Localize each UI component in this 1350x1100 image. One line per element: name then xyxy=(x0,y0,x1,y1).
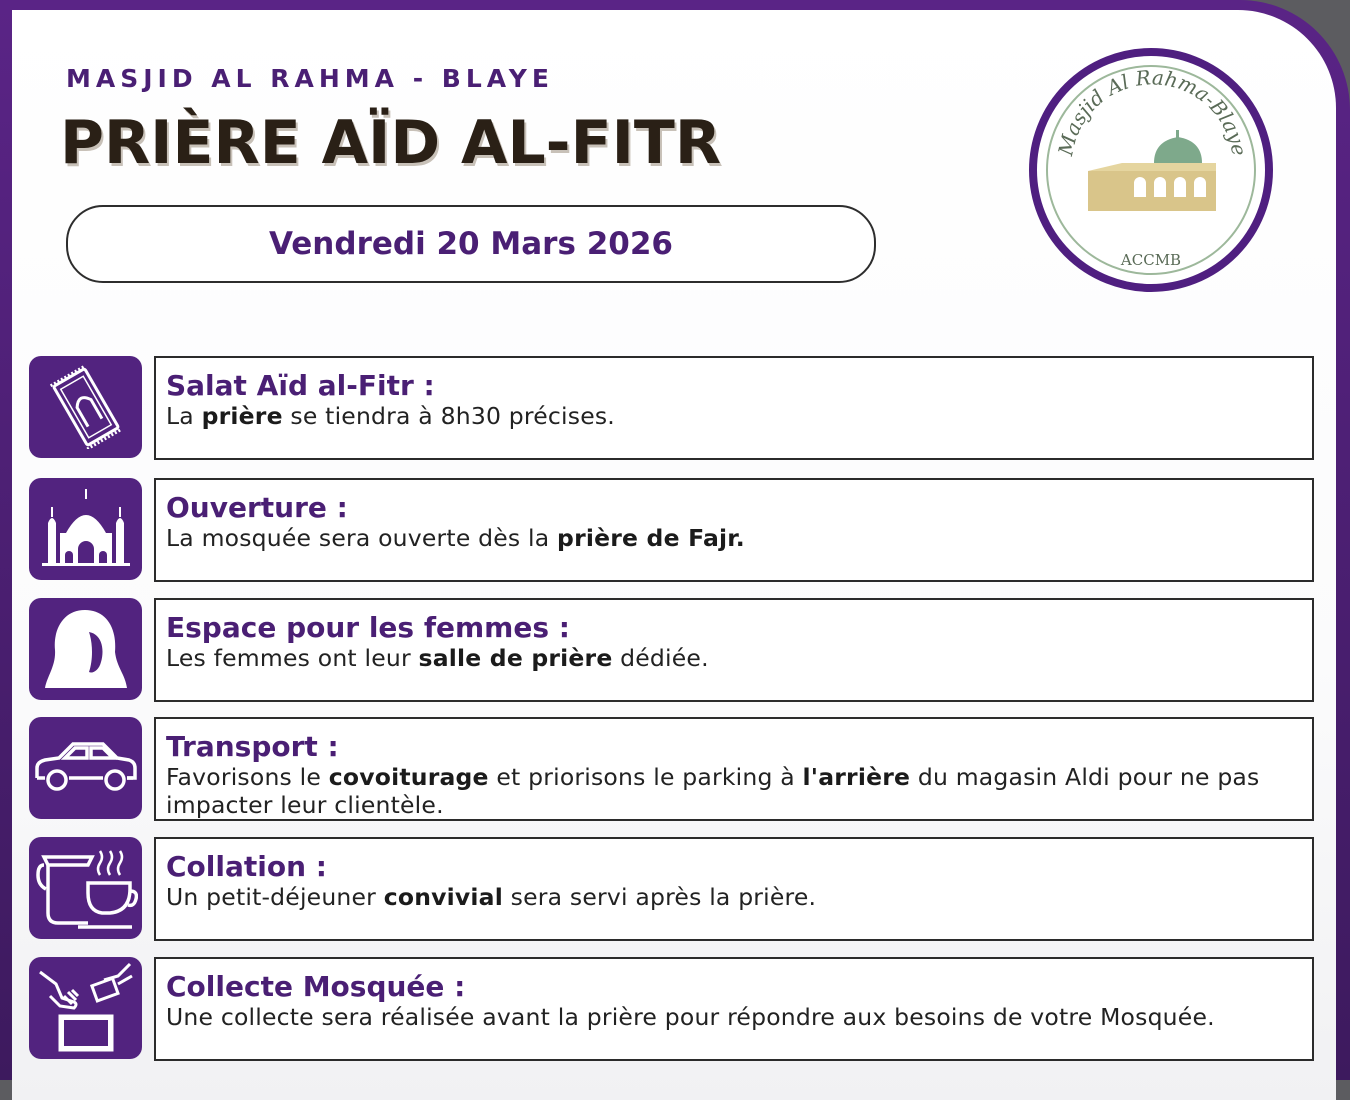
car-icon xyxy=(29,717,142,819)
body-text: du magasin Aldi pour ne pas impacter leur clientèle. xyxy=(166,763,1260,819)
emphasis-text: salle de prière xyxy=(418,644,613,672)
info-card xyxy=(154,598,1314,702)
info-card-title: Espace pour les femmes : xyxy=(166,611,570,644)
info-card xyxy=(154,837,1314,941)
body-text: Favorisons le xyxy=(166,763,329,791)
prayer-rug-icon xyxy=(29,356,142,458)
woman-hijab-icon xyxy=(29,598,142,700)
info-card xyxy=(154,957,1314,1061)
mosque-icon xyxy=(29,478,142,580)
logo-bottom-text: ACCMB xyxy=(1120,251,1182,269)
info-card-text xyxy=(166,644,1312,672)
donation-box-icon xyxy=(29,957,142,1059)
info-card xyxy=(154,717,1314,821)
body-text: La mosquée sera ouverte dès la xyxy=(166,524,558,552)
info-card-text xyxy=(166,402,1312,430)
body-text: Un petit-déjeuner xyxy=(166,883,384,911)
emphasis-text: covoiturage xyxy=(328,763,489,791)
info-card-title: Collation : xyxy=(166,850,327,883)
info-card-text xyxy=(166,763,1312,819)
info-card xyxy=(154,356,1314,460)
body-text: et priorisons le parking à xyxy=(488,763,803,791)
body-text: se tiendra à 8h30 précises. xyxy=(282,402,615,430)
info-card-title: Collecte Mosquée : xyxy=(166,970,466,1003)
date-banner xyxy=(66,205,876,283)
info-card-text xyxy=(166,883,1312,911)
body-text: Les femmes ont leur xyxy=(166,644,419,672)
body-text: dédiée. xyxy=(612,644,709,672)
emphasis-text: prière xyxy=(201,402,283,430)
body-text: La xyxy=(166,402,202,430)
emphasis-text: prière de Fajr. xyxy=(557,524,745,552)
mosque-logo xyxy=(1028,47,1274,293)
info-card-title: Salat Aïd al-Fitr : xyxy=(166,369,435,402)
emphasis-text: convivial xyxy=(383,883,503,911)
teapot-cup-icon xyxy=(29,837,142,939)
body-text: Une collecte sera réalisée avant la prière pour répondre aux besoins de votre Mosquée. xyxy=(166,1003,1215,1031)
info-card-text xyxy=(166,524,1312,552)
page-title: PRIÈRE AÏD AL-FITR xyxy=(60,108,722,178)
info-card-title: Transport : xyxy=(166,730,339,763)
emphasis-text: l'arrière xyxy=(802,763,911,791)
body-text: sera servi après la prière. xyxy=(502,883,817,911)
logo-arc-text: Masjid Al Rahma-Blaye xyxy=(1053,65,1252,158)
date-text: Vendredi 20 Mars 2026 xyxy=(268,226,673,262)
info-card xyxy=(154,478,1314,582)
info-card-title: Ouverture : xyxy=(166,491,348,524)
info-card-text xyxy=(166,1003,1312,1031)
organization-name: MASJID AL RAHMA - BLAYE xyxy=(66,64,554,93)
